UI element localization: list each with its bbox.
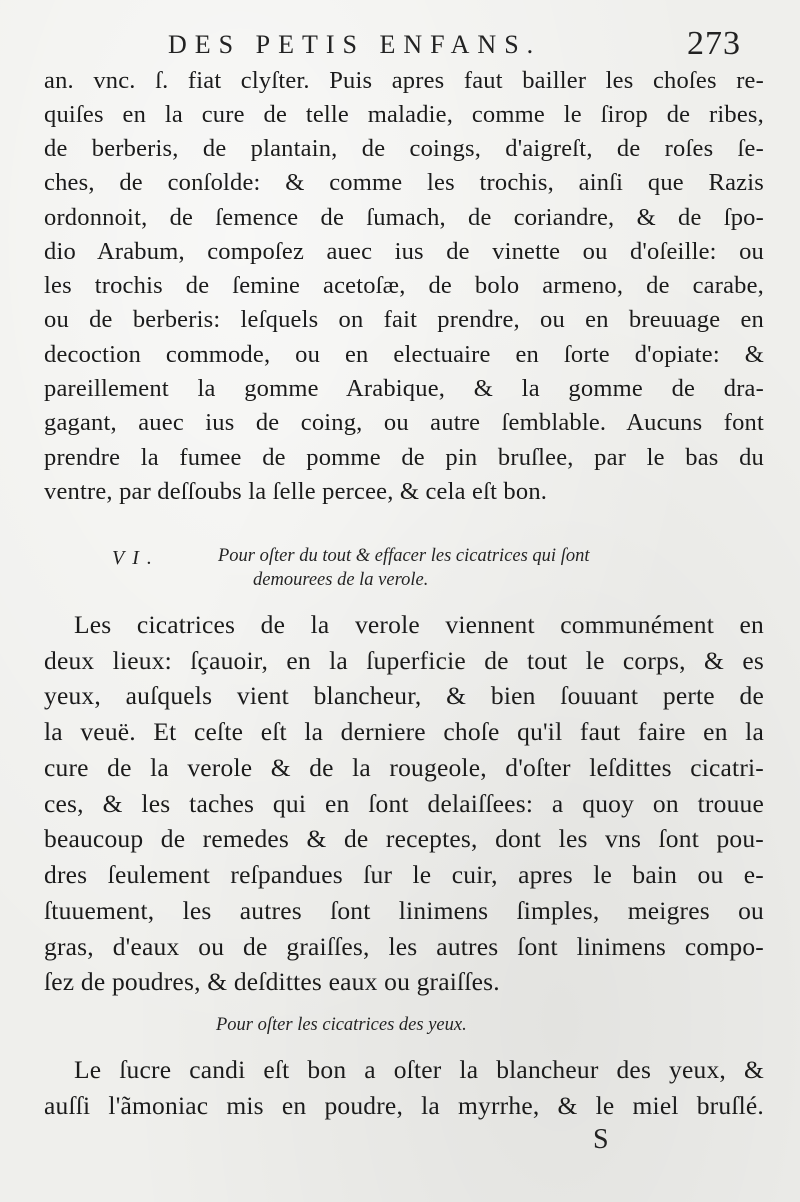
page-number: 273 — [687, 25, 741, 62]
text-line: pareillement la gomme Arabique, & la gomme de dra- — [44, 375, 764, 402]
text-line: ces, & les taches qui en ſont delaiſſees: a quoy on trouue — [44, 789, 764, 818]
text-line: auſſi l'ãmoniac mis en poudre, la myrrhe, & le miel bruſlé. — [44, 1091, 764, 1120]
text-line: deux lieux: ſçauoir, en la ſuperficie de tout le corps, & es — [44, 646, 764, 675]
running-title: DES PETIS ENFANS. — [168, 30, 542, 59]
subsection-heading: Pour oſter les cicatrices des yeux. — [216, 1015, 467, 1035]
text-line: quiſes en la cure de telle maladie, comme le ſirop de ribes, — [44, 101, 764, 128]
text-line: gagant, auec ius de coing, ou autre ſemblable. Aucuns font — [44, 409, 764, 436]
text-line: ventre, par deſſoubs la ſelle percee, & cela eſt bon. — [44, 478, 548, 505]
text-line: la veuë. Et ceſte eſt la derniere choſe qu'il faut faire en la — [44, 717, 764, 746]
text-line: cure de la verole & de la rougeole, d'oſter leſdittes cicatri- — [44, 753, 764, 782]
text-line: ches, de conſolde: & comme les trochis, ainſi que Razis — [44, 169, 764, 196]
text-line: gras, d'eaux ou de graiſſes, les autres ſont linimens compo- — [44, 932, 764, 961]
running-head — [0, 22, 800, 62]
text-line: les trochis de ſemine acetoſæ, de bolo armeno, de carabe, — [44, 272, 764, 299]
text-line: prendre la fumee de pomme de pin bruſlee, par le bas du — [44, 444, 764, 471]
text-line: decoction commode, ou en electuaire en ſorte d'opiate: & — [44, 341, 764, 368]
text-line: Le ſucre candi eſt bon a oſter la blancheur des yeux, & — [74, 1055, 764, 1084]
text-line: ſtuuement, les autres ſont linimens ſimples, meigres ou — [44, 896, 764, 925]
text-line: beaucoup de remedes & de receptes, dont les vns ſont pou- — [44, 824, 764, 853]
text-line: dio Arabum, compoſez auec ius de vinette ou d'oſeille: ou — [44, 238, 764, 265]
text-line: ordonnoit, de ſemence de ſumach, de coriandre, & de ſpo- — [44, 204, 764, 231]
signature-mark: S — [593, 1124, 609, 1155]
text-line: ou de berberis: leſquels on fait prendre, ou en breuuage en — [44, 306, 764, 333]
section-heading-line: Pour oſter du tout & effacer les cicatrices qui ſont — [218, 546, 590, 566]
text-line: an. vnc. ſ. fiat clyſter. Puis apres faut bailler les choſes re- — [44, 67, 764, 94]
section-number: VI. — [112, 547, 160, 569]
text-line: Les cicatrices de la verole viennent communément en — [74, 610, 764, 639]
section-heading-line: demourees de la verole. — [253, 570, 429, 590]
text-line: ſez de poudres, & deſdittes eaux ou graiſſes. — [44, 967, 500, 996]
text-line: yeux, auſquels vient blancheur, & bien ſouuant perte de — [44, 681, 764, 710]
text-line: dres ſeulement reſpandues ſur le cuir, apres le bain ou e- — [44, 860, 764, 889]
text-line: de berberis, de plantain, de coings, d'aigreſt, de roſes ſe- — [44, 135, 764, 162]
